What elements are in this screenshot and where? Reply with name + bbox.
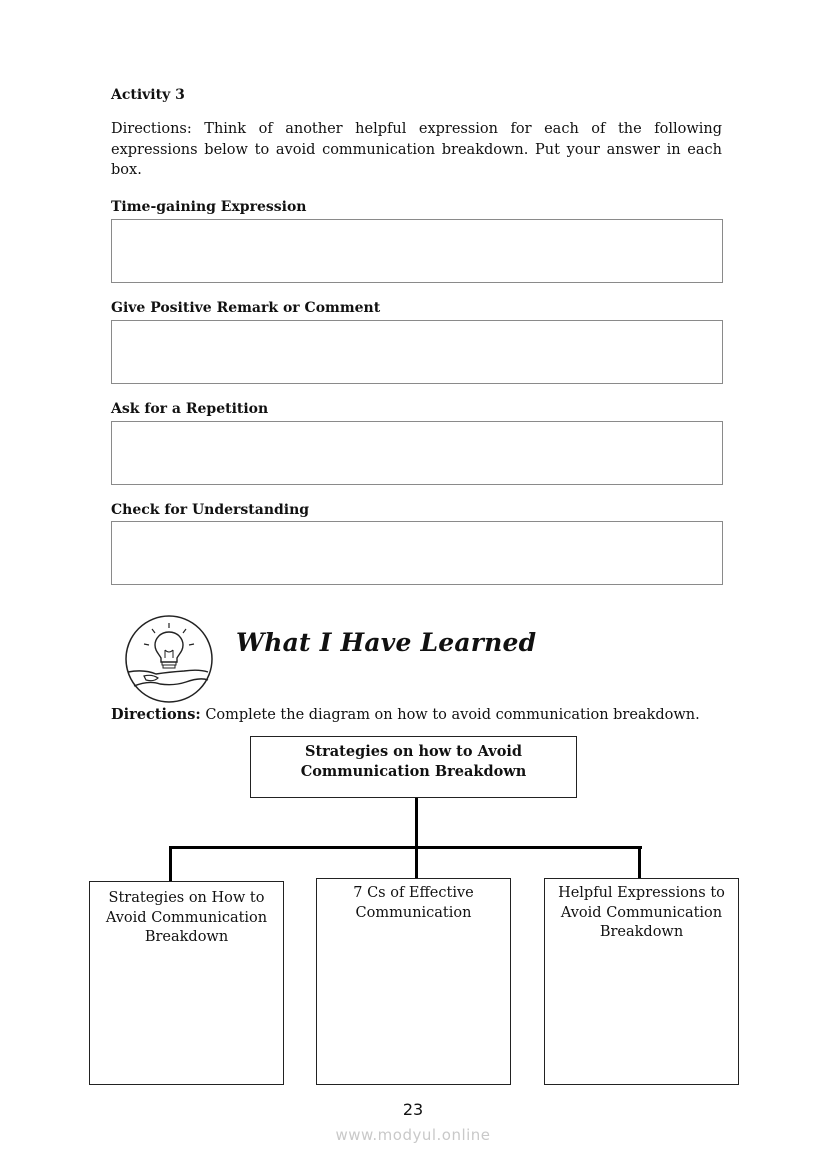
connector-right <box>638 846 641 879</box>
diagram-directions-label: Directions: <box>111 706 201 723</box>
section-title: What I Have Learned <box>236 628 537 657</box>
diagram-box-seven-cs[interactable] <box>316 878 511 1085</box>
activity-directions: Directions: Think of another helpful expression for each of the following expressions below to avoid communication breakdown. Put your answer in each box. <box>111 121 722 178</box>
label-time-gaining: Time-gaining Expression <box>111 199 307 215</box>
watermark: www.modyul.online <box>335 1126 491 1144</box>
box-helpful-expressions-label: Helpful Expressions to Avoid Communication Breakdown <box>558 885 725 940</box>
box-seven-cs-label: 7 Cs of Effective Communication <box>353 885 474 921</box>
connector-horizontal <box>169 846 642 849</box>
diagram-box-strategies[interactable] <box>89 881 284 1085</box>
answer-box-time-gaining[interactable] <box>111 219 723 283</box>
diagram-directions-text: Complete the diagram on how to avoid communication breakdown. <box>200 707 700 723</box>
diagram-box-helpful-expressions[interactable] <box>544 878 739 1085</box>
diagram-directions <box>111 706 700 723</box>
label-check-understanding: Check for Understanding <box>111 502 310 518</box>
label-repetition: Ask for a Repetition <box>111 401 269 417</box>
activity-title: Activity 3 <box>111 87 185 103</box>
box-strategies-label: Strategies on How to Avoid Communication Breakdown <box>105 890 268 945</box>
lightbulb-hand-icon <box>124 614 214 704</box>
answer-box-positive-remark[interactable] <box>111 320 723 384</box>
answer-box-repetition[interactable] <box>111 421 723 485</box>
connector-vertical-main <box>415 798 418 848</box>
page-number: 23 <box>402 1100 424 1119</box>
connector-middle <box>415 846 418 879</box>
label-positive-remark: Give Positive Remark or Comment <box>111 300 381 316</box>
connector-left <box>169 846 172 881</box>
answer-box-check-understanding[interactable] <box>111 521 723 585</box>
diagram-top-box: Strategies on how to Avoid Communication Breakdown <box>250 736 577 798</box>
